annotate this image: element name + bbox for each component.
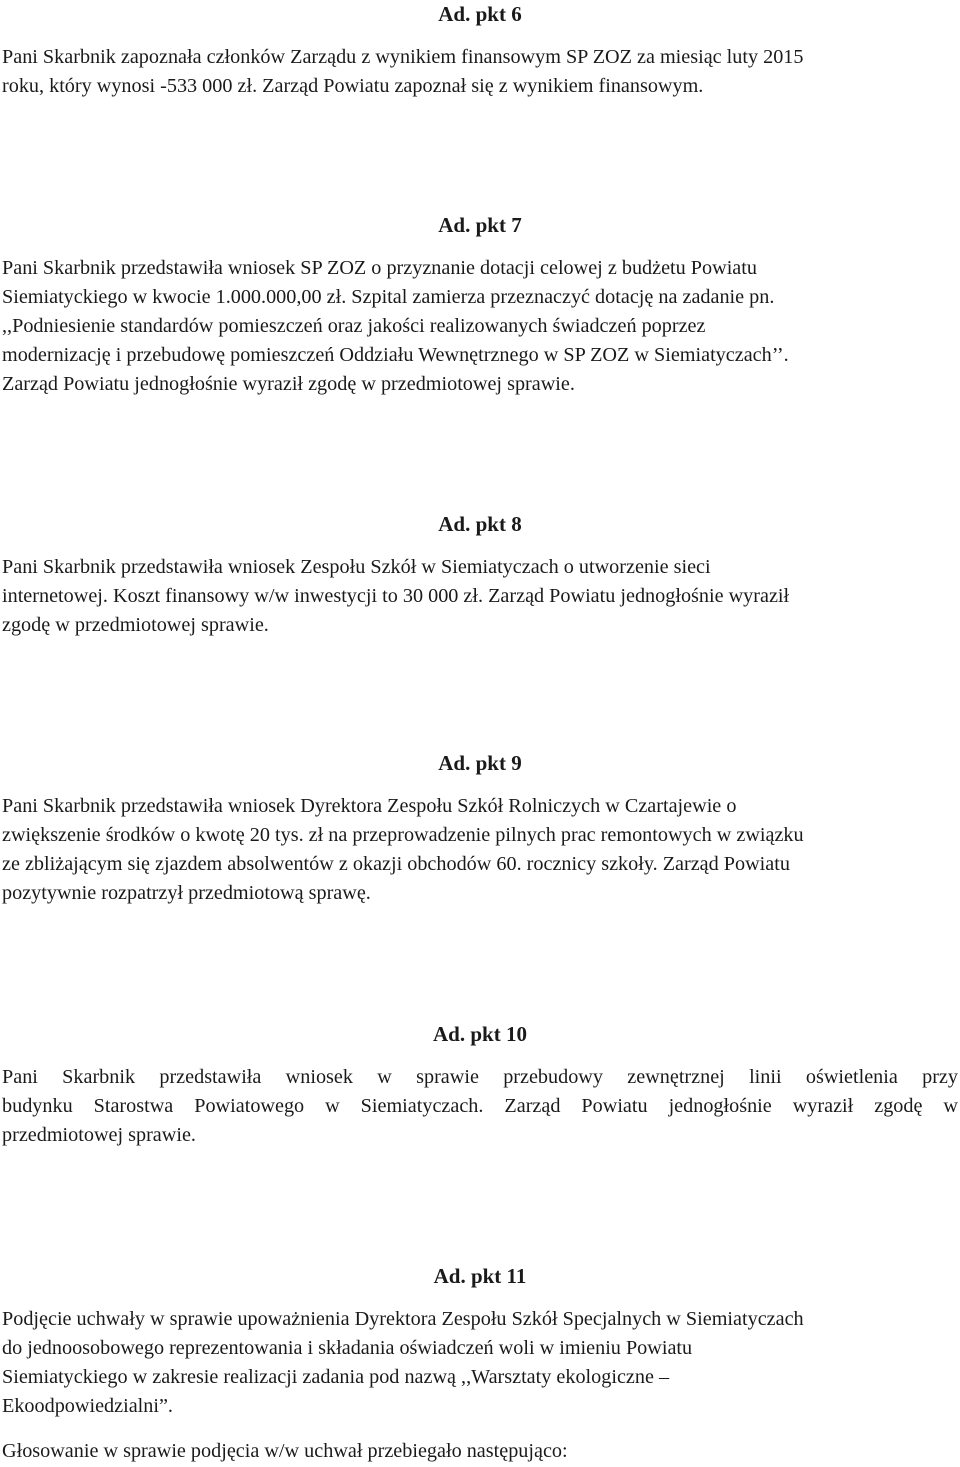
paragraph-line: Pani Skarbnik przedstawiła wniosek SP ZOZ o przyznanie dotacji celowej z budżetu Powiatu (2, 257, 757, 279)
section-heading: Ad. pkt 9 (438, 751, 522, 775)
paragraph-line: Zarząd Powiatu jednogłośnie wyraził zgodę w przedmiotowej sprawie. (2, 373, 575, 395)
paragraph-line: pozytywnie rozpatrzył przedmiotową sprawę. (2, 882, 371, 904)
section-paragraph (2, 553, 958, 640)
paragraph-line: Siemiatyckiego w zakresie realizacji zadania pod nazwą ,,Warsztaty ekologiczne – (2, 1366, 670, 1388)
paragraph-line: Pani Skarbnik przedstawiła wniosek w sprawie przebudowy zewnętrznej linii oświetlenia przy (2, 1066, 958, 1088)
section-pkt-11 (2, 1262, 958, 1421)
section-pkt-8 (2, 510, 958, 640)
section-pkt-7 (2, 211, 958, 399)
paragraph-line: Siemiatyckiego w kwocie 1.000.000,00 zł. Szpital zamierza przeznaczyć dotację na zadanie pn. (2, 286, 775, 308)
section-heading: Ad. pkt 6 (438, 2, 522, 26)
section-paragraph (2, 254, 958, 399)
paragraph-line: roku, który wynosi -533 000 zł. Zarząd Powiatu zapoznał się z wynikiem finansowym. (2, 75, 704, 97)
section-heading: Ad. pkt 7 (438, 213, 522, 237)
paragraph-line: ze zbliżającym się zjazdem absolwentów z okazji obchodów 60. rocznicy szkoły. Zarząd Powiatu (2, 853, 790, 875)
section-paragraph (2, 792, 958, 908)
paragraph-line: budynku Starostwa Powiatowego w Siemiatyczach. Zarząd Powiatu jednogłośnie wyraził zgodę w (2, 1095, 958, 1117)
paragraph-line: Pani Skarbnik przedstawiła wniosek Zespołu Szkół w Siemiatyczach o utworzenie sieci (2, 556, 711, 578)
section-pkt-6 (2, 0, 958, 101)
voting-line: Głosowanie w sprawie podjęcia w/w uchwał przebiegało następująco: (2, 1440, 568, 1462)
paragraph-line: modernizację i przebudowę pomieszczeń Oddziału Wewnętrznego w SP ZOZ w Siemiatyczach’’. (2, 344, 789, 366)
section-paragraph (2, 43, 958, 101)
section-pkt-9 (2, 749, 958, 908)
paragraph-line: Ekoodpowiedzialni”. (2, 1395, 173, 1417)
paragraph-line: Podjęcie uchwały w sprawie upoważnienia Dyrektora Zespołu Szkół Specjalnych w Siemiatyczach (2, 1308, 804, 1330)
paragraph-line: internetowej. Koszt finansowy w/w inwestycji to 30 000 zł. Zarząd Powiatu jednogłośnie wyraził (2, 585, 790, 607)
paragraph-line: do jednoosobowego reprezentowania i składania oświadczeń woli w imieniu Powiatu (2, 1337, 693, 1359)
paragraph-line: zwiększenie środków o kwotę 20 tys. zł na przeprowadzenie pilnych prac remontowych w związku (2, 824, 804, 846)
paragraph-line: ,,Podniesienie standardów pomieszczeń oraz jakości realizowanych świadczeń poprzez (2, 315, 706, 337)
paragraph-line: zgodę w przedmiotowej sprawie. (2, 614, 269, 636)
paragraph-line: Pani Skarbnik zapoznała członków Zarządu z wynikiem finansowym SP ZOZ za miesiąc luty 2015 (2, 46, 804, 68)
voting-section (2, 1437, 958, 1466)
section-pkt-10 (2, 1020, 958, 1150)
section-heading: Ad. pkt 10 (433, 1022, 527, 1046)
section-heading: Ad. pkt 11 (433, 1264, 527, 1288)
section-paragraph (2, 1063, 958, 1150)
section-paragraph (2, 1305, 958, 1421)
paragraph-line: Pani Skarbnik przedstawiła wniosek Dyrektora Zespołu Szkół Rolniczych w Czartajewie o (2, 795, 737, 817)
paragraph-line: przedmiotowej sprawie. (2, 1124, 196, 1146)
section-heading: Ad. pkt 8 (438, 512, 522, 536)
